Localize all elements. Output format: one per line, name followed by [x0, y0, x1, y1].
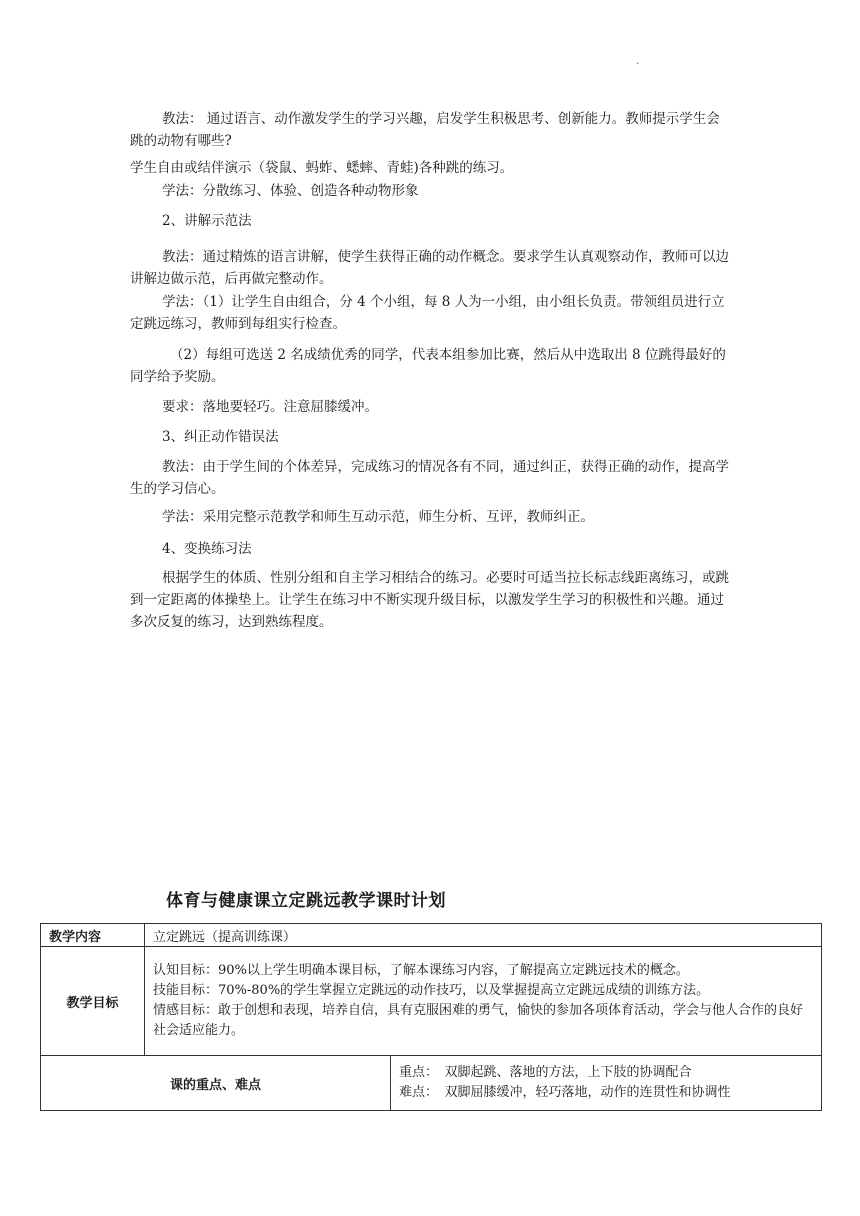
section-heading-4: 4、变换练习法	[162, 541, 252, 557]
table-row-key-points	[41, 1056, 822, 1111]
requirement-paragraph: 要求：落地要轻巧。注意屈膝缓冲。	[162, 399, 378, 415]
key-point: 重点： 双脚起跳、落地的方法，上下肢的协调配合	[399, 1065, 692, 1080]
lesson-plan-table	[40, 923, 822, 1111]
goals-label: 教学目标	[41, 947, 145, 1056]
skill-goal: 技能目标：70%-80%的学生掌握立定跳远的动作技巧，以及掌握提高立定跳远成绩的训练方法。	[153, 983, 710, 998]
correction-learning-paragraph: 学法：采用完整示范教学和师生互动示范，师生分析、互评，教师纠正。	[162, 509, 594, 525]
teaching-method-paragraph: 教法： 通过语言、动作激发学生的学习兴趣，启发学生积极思考、创新能力。教师提示学生会跳的动物有哪些?	[130, 111, 720, 149]
difficult-point: 难点： 双脚屈膝缓冲，轻巧落地，动作的连贯性和协调性	[399, 1085, 731, 1100]
section-heading-3: 3、纠正动作错误法	[162, 429, 279, 445]
competition-paragraph: （2）每组可选送 2 名成绩优秀的同学，代表本组参加比赛，然后从中选取出 8 位跳得最好的同学给予奖励。	[130, 347, 726, 385]
explanation-method-paragraph: 教法：通过精炼的语言讲解，使学生获得正确的动作概念。要求学生认真观察动作，教师可以边讲解边做示范，后再做完整动作。	[130, 249, 729, 287]
header-mark: .	[636, 56, 640, 67]
section-heading-2: 2、讲解示范法	[162, 213, 252, 229]
learning-method-paragraph: 学法：分散练习、体验、创造各种动物形象	[162, 183, 419, 199]
group-practice-paragraph: 学法：（1）让学生自由组合，分 4 个小组，每 8 人为一小组，由小组长负责。带领组员进行立定跳远练习，教师到每组实行检查。	[130, 294, 725, 332]
content-value: 立定跳远（提高训练课）	[145, 924, 822, 947]
cognitive-goal: 认知目标：90%以上学生明确本课目标，了解本课练习内容，了解提高立定跳远技术的概念。	[153, 963, 689, 978]
key-points-cell	[391, 1056, 822, 1111]
lesson-plan-title: 体育与健康课立定跳远教学课时计划	[166, 891, 446, 911]
affective-goal: 情感目标：敢于创想和表现，培养自信，具有克服困难的勇气，愉快的参加各项体育活动，学会与他人合作的良好社会适应能力。	[153, 1003, 804, 1038]
table-row-goals	[41, 947, 822, 1056]
goals-cell	[145, 947, 822, 1056]
correction-method-paragraph: 教法：由于学生间的个体差异，完成练习的情况各有不同，通过纠正，获得正确的动作，提高学生的学习信心。	[130, 459, 729, 497]
key-points-label: 课的重点、难点	[41, 1056, 391, 1111]
student-demo-paragraph: 学生自由或结伴演示（袋鼠、蚂蚱、蟋蟀、青蛙)各种跳的练习。	[130, 160, 514, 176]
variation-practice-paragraph: 根据学生的体质、性别分组和自主学习相结合的练习。必要时可适当拉长标志线距离练习，或跳到一定距离的体操垫上。让学生在练习中不断实现升级目标，以激发学生学习的积极性和兴趣。通过多次反复的练习，达到熟练程度。	[130, 570, 729, 630]
table-row-content	[41, 924, 822, 947]
content-label: 教学内容	[41, 924, 145, 947]
